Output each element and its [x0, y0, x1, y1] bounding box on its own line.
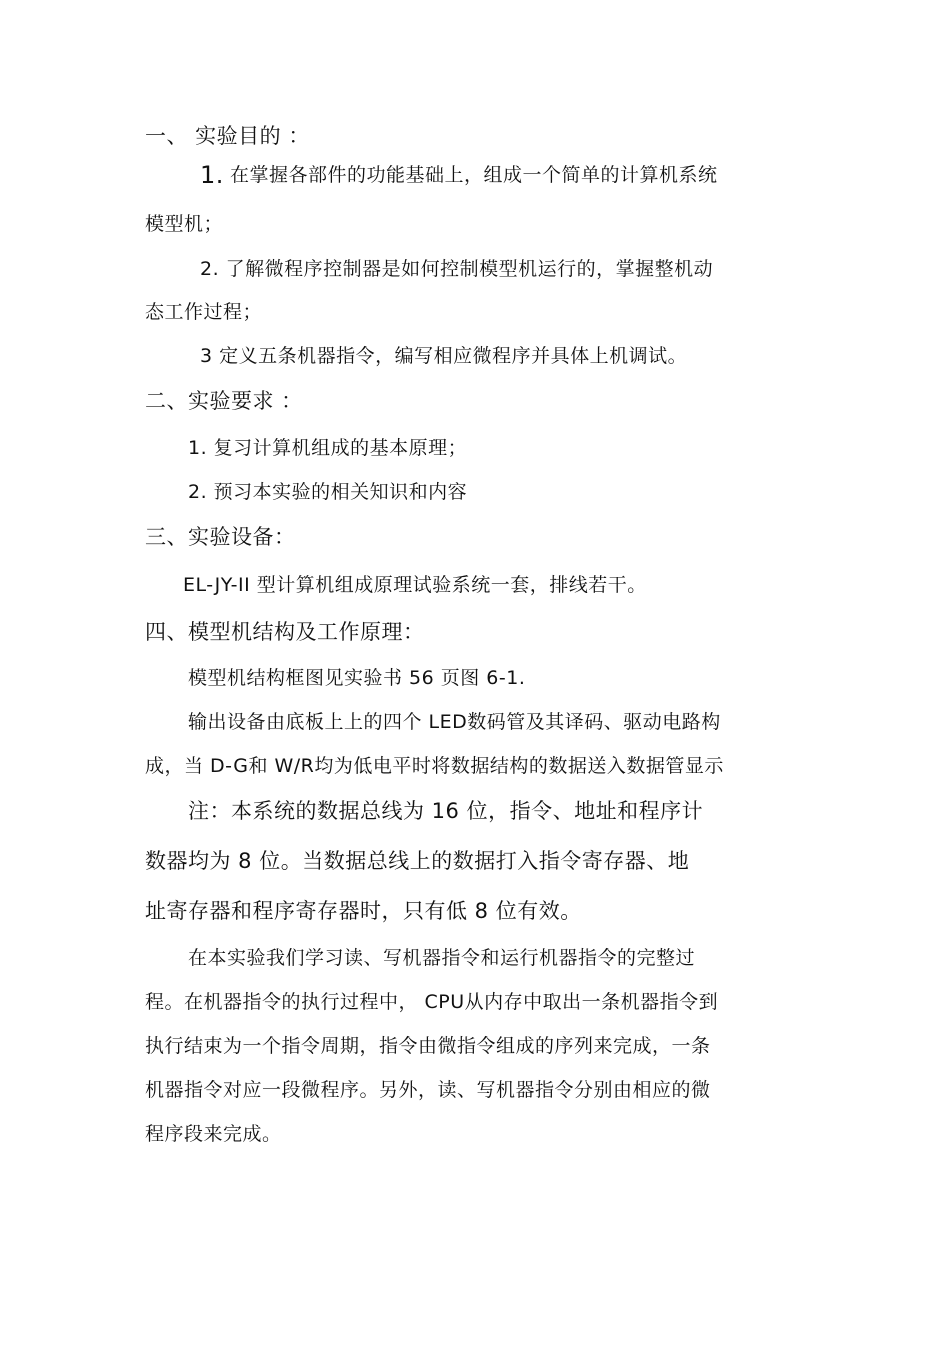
section-4-paragraph-2-line-1: 输出设备由底板上上的四个 LED数码管及其译码、驱动电路构 — [188, 711, 721, 733]
section-1-item-1-line-2: 模型机； — [145, 213, 224, 235]
section-3-text: EL-JY-II 型计算机组成原理试验系统一套，排线若干。 — [183, 574, 647, 596]
section-2-item-1: 1. 复习计算机组成的基本原理； — [188, 437, 468, 459]
section-1-item-2-line-2: 态工作过程； — [145, 301, 263, 323]
section-1-heading: 一、 实验目的 ： — [145, 124, 310, 148]
section-4-paragraph-4-line-4: 机器指令对应一段微程序。另外，读、写机器指令分别由相应的微 — [145, 1079, 711, 1101]
section-1-item-3: 3 定义五条机器指令，编写相应微程序并具体上机调试。 — [200, 345, 688, 367]
section-3-heading: 三、实验设备： — [145, 525, 296, 549]
section-2-heading: 二、实验要求 ： — [145, 389, 303, 413]
section-4-paragraph-4-line-3: 执行结束为一个指令周期，指令由微指令组成的序列来完成，一条 — [145, 1035, 711, 1057]
section-1-item-2-line-1: 2. 了解微程序控制器是如何控制模型机运行的，掌握整机动 — [200, 258, 714, 280]
section-1-item-1-number: 1. — [200, 161, 224, 189]
section-4-paragraph-3-line-2: 数器均为 8 位。当数据总线上的数据打入指令寄存器、地 — [145, 849, 690, 873]
section-1-item-1-line-1: 在掌握各部件的功能基础上，组成一个简单的计算机系统 — [230, 164, 718, 186]
section-4-paragraph-1: 模型机结构框图见实验书 56 页图 6-1. — [188, 667, 526, 689]
section-4-paragraph-4-line-1: 在本实验我们学习读、写机器指令和运行机器指令的完整过 — [188, 947, 696, 969]
section-4-paragraph-4-line-2: 程。在机器指令的执行过程中， CPU从内存中取出一条机器指令到 — [145, 991, 719, 1013]
section-2-item-2: 2. 预习本实验的相关知识和内容 — [188, 481, 468, 503]
section-4-paragraph-2-line-2: 成，当 D-G和 W/R均为低电平时将数据结构的数据送入数据管显示 — [145, 755, 724, 777]
section-4-paragraph-4-line-5: 程序段来完成。 — [145, 1123, 282, 1145]
section-4-heading: 四、模型机结构及工作原理： — [145, 620, 425, 644]
section-4-paragraph-3-line-3: 址寄存器和程序寄存器时，只有低 8 位有效。 — [145, 899, 582, 923]
section-4-paragraph-3-line-1: 注：本系统的数据总线为 16 位，指令、地址和程序计 — [188, 799, 704, 823]
